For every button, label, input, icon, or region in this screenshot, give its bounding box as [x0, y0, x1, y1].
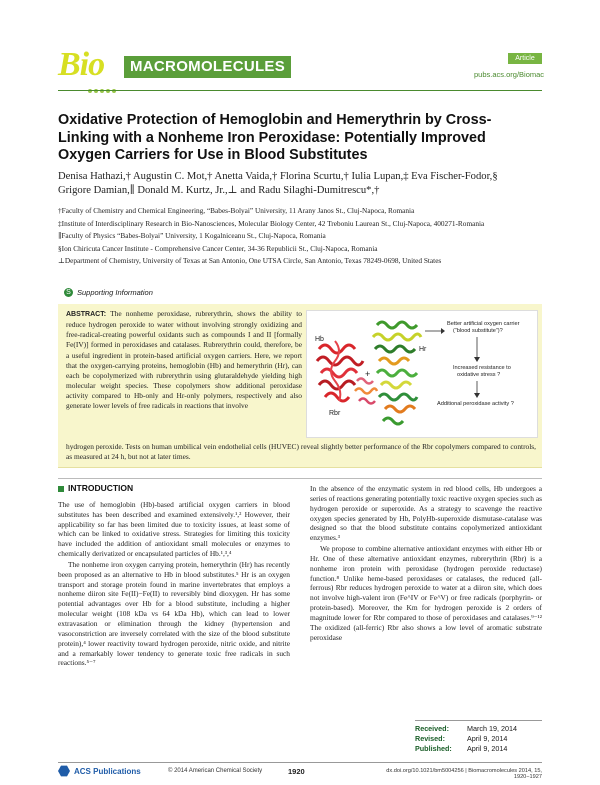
affiliation: ∥Faculty of Physics “Babes-Bolyai” University, 1 Kogalniceanu St., Cluj-Napoca, Romania: [58, 231, 326, 241]
affiliation: §Ion Chiricuta Cancer Institute - Comprehensive Cancer Center, 34-36 Republicii St., Cluj-Napoca, Romania: [58, 243, 378, 253]
footer-divider: [58, 762, 542, 763]
doi-citation[interactable]: dx.doi.org/10.1021/bm5004256 | Biomacromolecules 2014, 15, 1920−1927: [386, 768, 542, 780]
abstract-continuation: hydrogen peroxide. Tests on human umbilical vein endothelial cells (HUVEC) reveal slightly better performance of the Rbr copolymers compared to controls, as measured at 24 h, but not at later times.: [66, 442, 536, 462]
section-divider: [58, 478, 542, 479]
abstract-label: ABSTRACT:: [66, 311, 107, 318]
received-label: Received:: [415, 724, 449, 733]
introduction-heading: [58, 484, 290, 494]
hb-protein-figure: [317, 341, 363, 401]
body-column-right: [310, 484, 542, 644]
revised-label: Revised:: [415, 734, 445, 743]
article-type-badge: Article: [508, 53, 542, 64]
abstract-text: The nonheme peroxidase, rubrerythrin, shows the ability to reduce hydrogen peroxide to water without involving strongly oxidizing and free-radical-creating powerful oxidants such as compounds I and II [formally Fe(IV)] formed in peroxidases and catalases. Rubrerythrin could, therefore, be a useful ingredient in protein-based artificial oxygen carriers. Here, we report that the oxygen-carrying proteins, hemoglobin (Hb) and hemerythrin (Hr), can each be copolymerized with rubrerythrin using glutaraldehyde yielding high molecular weight species. These copolymers show additional peroxidase activity compared to Hb-only and Hr-only polymers, respectively and also generate lower levels of free radicals in reactions that involve: [66, 309, 302, 411]
supporting-info-link[interactable]: [64, 288, 153, 297]
copyright-notice: [168, 768, 262, 774]
publication-dates: [415, 720, 542, 754]
affiliation: ⊥Department of Chemistry, University of Texas at San Antonio, One UTSA Circle, San Antonio, Texas 78249-0698, United States: [58, 256, 442, 266]
toc-question-2a: Increased resistance to: [453, 365, 511, 371]
section-bullet-icon: [58, 486, 64, 492]
affiliation: ‡Institute of Interdisciplinary Research in Bio-Nanosciences, Molecular Biology Center, 42 Treboniu Laurean St., Cluj-Napoca, 400271-Romania: [58, 218, 485, 228]
intro-paragraph-3: In the absence of the enzymatic system in red blood cells, Hb undergoes a series of reactions generating potentially toxic reactive oxygen species such as hydrogen peroxide or superoxide. As a strategy to scavenge the reactive oxygen species generated by Hb, PolyHb-superoxide dismutase-catalase was designed so that the blood substitute contains copolymerized antioxidant enzymes.³: [310, 484, 542, 543]
published-label: Published:: [415, 744, 452, 753]
page-number: 1920: [288, 767, 305, 776]
header-divider: [58, 90, 542, 91]
toc-label-plus: +: [365, 369, 371, 379]
toc-question-1b: (“blood substitute”)?: [453, 328, 503, 334]
introduction-heading-text: INTRODUCTION: [68, 483, 134, 493]
acs-hexagon-icon: [58, 765, 70, 777]
received-date: March 19, 2014: [467, 724, 517, 733]
journal-logo-prefix: Bio: [58, 46, 105, 83]
toc-question-2b: oxidative stress ?: [457, 372, 501, 378]
author-line-2: Grigore Damian,∥ Donald M. Kurtz, Jr.,⊥ and Radu Silaghi-Dumitrescu*,†: [58, 184, 380, 196]
journal-logo-name: MACROMOLECULES: [124, 56, 291, 78]
author-line-1: Denisa Hathazi,† Augustin C. Mot,† Anetta Vaida,† Florina Scurtu,† Iulia Lupan,‡ Eva Fischer-Fodor,§: [58, 171, 498, 182]
copyright-text: © 2014 American Chemical Society: [168, 768, 263, 774]
affiliations: [58, 206, 542, 269]
publisher-name: ACS Publications: [74, 766, 141, 776]
hr-protein-figure: [373, 322, 421, 424]
toc-question-1a: Better artificial oxygen carrier: [447, 321, 520, 327]
published-date: April 9, 2014: [467, 744, 508, 753]
toc-label-hb: Hb: [315, 336, 324, 343]
toc-question-3: Additional peroxidase activity ?: [437, 401, 514, 407]
publisher-logo[interactable]: [58, 765, 141, 777]
intro-paragraph-1: The use of hemoglobin (Hb)-based artificial oxygen carriers in blood substitutes has been described and examined extensively.¹,² However, their applicability so far has been limited due to toxicity issues, at least some of which can be linked to oxidative stress. Strategies for limiting this toxicity have included the addition of antioxidant small molecules or enzymes to chemically derivatized or encapsulated particles of Hb.¹,³,⁴: [58, 499, 290, 559]
abstract-body: [66, 309, 302, 412]
toc-graphic: [306, 310, 538, 438]
paper-title: Oxidative Protection of Hemoglobin and Hemerythrin by Cross-Linking with a Nonheme Iron Peroxidase: Potentially Improved Oxygen Carriers for Use in Blood Substitutes: [58, 112, 492, 163]
journal-logo: [58, 46, 308, 88]
affiliation: †Faculty of Chemistry and Chemical Engineering, “Babes-Bolyai” University, 11 Arany Janos St., Cluj-Napoca, Romania: [58, 206, 415, 215]
journal-url[interactable]: pubs.acs.org/Biomac: [474, 70, 545, 79]
revised-date: April 9, 2014: [467, 734, 508, 743]
body-column-left: [58, 484, 290, 669]
supporting-info-icon: S: [64, 288, 73, 297]
toc-down-arrow-1-icon: [474, 357, 480, 362]
toc-label-hr: Hr: [419, 346, 427, 353]
author-list: [58, 170, 542, 197]
logo-dots-icon: [88, 80, 120, 86]
rbr-protein-figure: [355, 379, 377, 404]
supporting-info-label: Supporting Information: [77, 288, 153, 297]
intro-paragraph-2: The nonheme iron oxygen carrying protein, hemerythrin (Hr) has recently been proposed as an alternative to Hb in blood substitutes.⁵ Hr is an oxygen transport and storage protein found in marine invertebrates that employs a nonheme diiron site Fe(II)−Fe(II) to reversibly bind dioxygen. Hr has some potential advantages over Hb for a blood substitute, including a higher molecular weight (108 kDa vs 64 kDa Hb), which can lead to lower extravasation or elimination through the kidney (hypertension and vasoconstriction are inversely correlated with the size of the blood substitute protein),⁴ lower reactivity toward hydrogen peroxide, nitric oxide, and nitrite and a remarkably lower tendency to generate toxic free radicals in such reactions.⁵⁻⁷: [58, 559, 290, 668]
intro-paragraph-4: We propose to combine alternative antioxidant enzymes with either Hb or Hr. One of these alternative antioxidant enzymes, rubrerythrin (Rbr) is a nonheme iron protein with peroxidase (hydrogen peroxide reductase) function.⁸ Unlike heme-based peroxidases or catalases, the reduced (all-ferrous) Rbr reduces hydrogen peroxide to water at a diiron site, which does not involve high-valent iron (Fe^IV or Fe^V) or free radicals (porphyrin- or protein-based). Moreover, the Km for hydrogen peroxide is 2 orders of magnitude lower for Rbr compared to those of peroxidases and catalases.⁹⁻¹² The oxidized (all-ferric) Rbr also shows a low level of aromatic substrate peroxidase: [310, 544, 542, 642]
toc-down-arrow-2-icon: [474, 393, 480, 398]
toc-arrow-head-icon: [441, 328, 445, 334]
toc-label-rbr: Rbr: [329, 410, 341, 417]
